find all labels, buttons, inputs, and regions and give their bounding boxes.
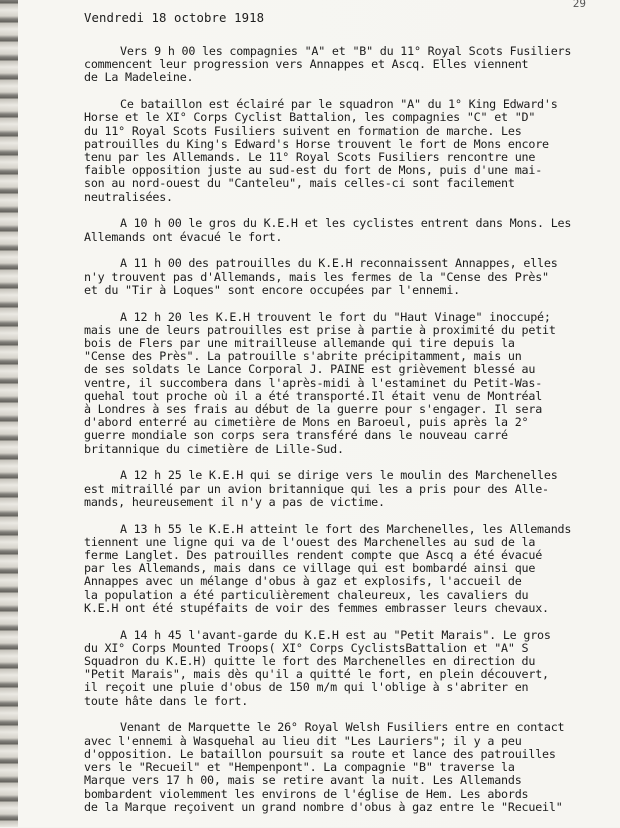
text-line: Venant de Marquette le 26° Royal Welsh Fusiliers entre en contact	[120, 720, 565, 735]
text-line: Annappes avec un mélange d'obus à gaz et explosifs, l'accueil de	[84, 574, 522, 589]
text-line: commencent leur progression vers Annappes et Ascq. Elles viennent	[84, 57, 529, 72]
paragraph	[84, 523, 614, 615]
text-line: "Petit Marais", mais dès qu'il a quitté le fort, en plein découvert,	[84, 667, 549, 682]
text-line: faible opposition juste au sud-est du fort de Mons, puis d'une mai-	[84, 163, 543, 178]
text-line: guerre mondiale son corps sera transféré dans le nouveau carré	[84, 428, 508, 443]
text-line: d'abord enterré au cimetière de Mons en Baroeul, puis après la 2°	[84, 415, 529, 430]
text-line: Horse et le XI° Corps Cyclist Battalion, les compagnies "C" et "D"	[84, 110, 536, 125]
text-line: d'opposition. Le bataillon poursuit sa route et lance des patrouilles	[84, 746, 556, 761]
text-line: de la Marque reçoivent un grand nombre d'obus à gaz entre le "Recueil"	[84, 799, 563, 814]
spiral-binding	[0, 0, 18, 827]
text-line: neutralisées.	[84, 189, 173, 204]
paragraph	[84, 311, 614, 456]
text-line: quehal tout proche où il a été transporté.Il était venu de Montréal	[84, 388, 543, 403]
text-line: "Cense des Près". La patrouille s'abrite précipitamment, mais un	[84, 349, 522, 364]
text-line: britannique du cimetière de Lille-Sud.	[84, 441, 344, 456]
text-line: avec l'ennemi à Wasquehal au lieu dit "Les Lauriers"; il y a peu	[84, 733, 522, 748]
text-line: A 10 h 00 le gros du K.E.H et les cyclistes entrent dans Mons. Les	[120, 216, 572, 231]
text-line: vers le "Recueil" et "Hempenpont". La compagnie "B" traverse la	[84, 760, 515, 775]
text-line: est mitraillé par un avion britannique qui les a pris pour des Alle-	[84, 481, 549, 496]
paragraph	[84, 45, 614, 85]
text-line: K.E.H ont été stupéfaits de voir des femmes embrasser leurs chevaux.	[84, 600, 549, 615]
text-line: Ce bataillon est éclairé par le squadron "A" du 1° King Edward's	[120, 97, 558, 112]
paragraph	[84, 257, 614, 297]
text-line: la population a été particulièrement chaleureux, les cavaliers du	[84, 587, 529, 602]
text-line: bombardent violemment les environs de l'église de Hem. Les abords	[84, 786, 529, 801]
text-line: A 14 h 45 l'avant-garde du K.E.H est au "Petit Marais". Le gros	[120, 627, 551, 642]
page-number: 29	[572, 0, 586, 10]
text-line: A 12 h 20 les K.E.H trouvent le fort du "Haut Vinage" inoccupé;	[120, 309, 551, 324]
paragraph	[84, 721, 614, 813]
text-line: A 13 h 55 le K.E.H atteint le fort des Marchenelles, les Allemands	[120, 521, 572, 536]
text-line: toute hâte dans le fort.	[84, 693, 249, 708]
text-line: par les Allemands, mais dans ce village qui est bombardé ainsi que	[84, 561, 536, 576]
text-line: Vers 9 h 00 les compagnies "A" et "B" du 11° Royal Scots Fusiliers	[120, 44, 572, 58]
text-line: du 11° Royal Scots Fusiliers suivent en formation de marche. Les	[84, 123, 522, 138]
paragraph	[84, 629, 614, 708]
text-line: mands, heureusement il n'y a pas de victime.	[84, 494, 385, 509]
paragraph	[84, 217, 614, 243]
text-line: Allemands ont évacué le fort.	[84, 229, 283, 244]
paragraph	[84, 469, 614, 509]
text-line: à Londres à ses frais au début de la guerre pour s'engager. Il sera	[84, 402, 543, 417]
text-line: Marque vers 17 h 00, mais se retire avant la nuit. Les Allemands	[84, 773, 522, 788]
text-line: du XI° Corps Mounted Troops( XI° Corps CyclistsBattalion et "A" S	[84, 640, 529, 655]
text-line: et du "Tir à Loques" sont encore occupées par l'ennemi.	[84, 282, 461, 297]
text-line: ventre, il succombera dans l'après-midi à l'estaminet du Petit-Was-	[84, 375, 543, 390]
paragraph	[84, 98, 614, 204]
text-line: bois de Flers par une mitrailleuse allemande qui tire depuis la	[84, 336, 515, 351]
text-line: tiennent une ligne qui va de l'ouest des Marchenelles au sud de la	[84, 534, 536, 549]
text-line: mais une de leurs patrouilles est prise à partie à proximité du petit	[84, 322, 556, 337]
text-line: A 11 h 00 des patrouilles du K.E.H reconnaissent Annappes, elles	[120, 256, 558, 271]
document-body	[84, 45, 614, 828]
text-line: de ses soldats le Lance Corporal J. PAINE est grièvement blessé au	[84, 362, 536, 377]
text-line: patrouilles du King's Edward's Horse trouvent le fort de Mons encore	[84, 136, 549, 151]
text-line: ferme Langlet. Des patrouilles rendent compte que Ascq a été évacué	[84, 548, 543, 563]
text-line: tenu par les Allemands. Le 11° Royal Scots Fusiliers rencontre une	[84, 150, 536, 165]
text-line: son au nord-ouest du "Canteleu", mais celles-ci sont facilement	[84, 176, 515, 191]
text-line: de La Madeleine.	[84, 70, 194, 85]
text-line: A 12 h 25 le K.E.H qui se dirige vers le moulin des Marchenelles	[120, 468, 558, 483]
text-line: n'y trouvent pas d'Allemands, mais les fermes de la "Cense des Près"	[84, 269, 549, 284]
text-line: il reçoit une pluie d'obus de 150 m/m qui l'oblige à s'abriter en	[84, 680, 529, 695]
date-heading: Vendredi 18 octobre 1918	[84, 11, 265, 25]
text-line: Squadron du K.E.H) quitte le fort des Marchenelles en direction du	[84, 654, 536, 669]
